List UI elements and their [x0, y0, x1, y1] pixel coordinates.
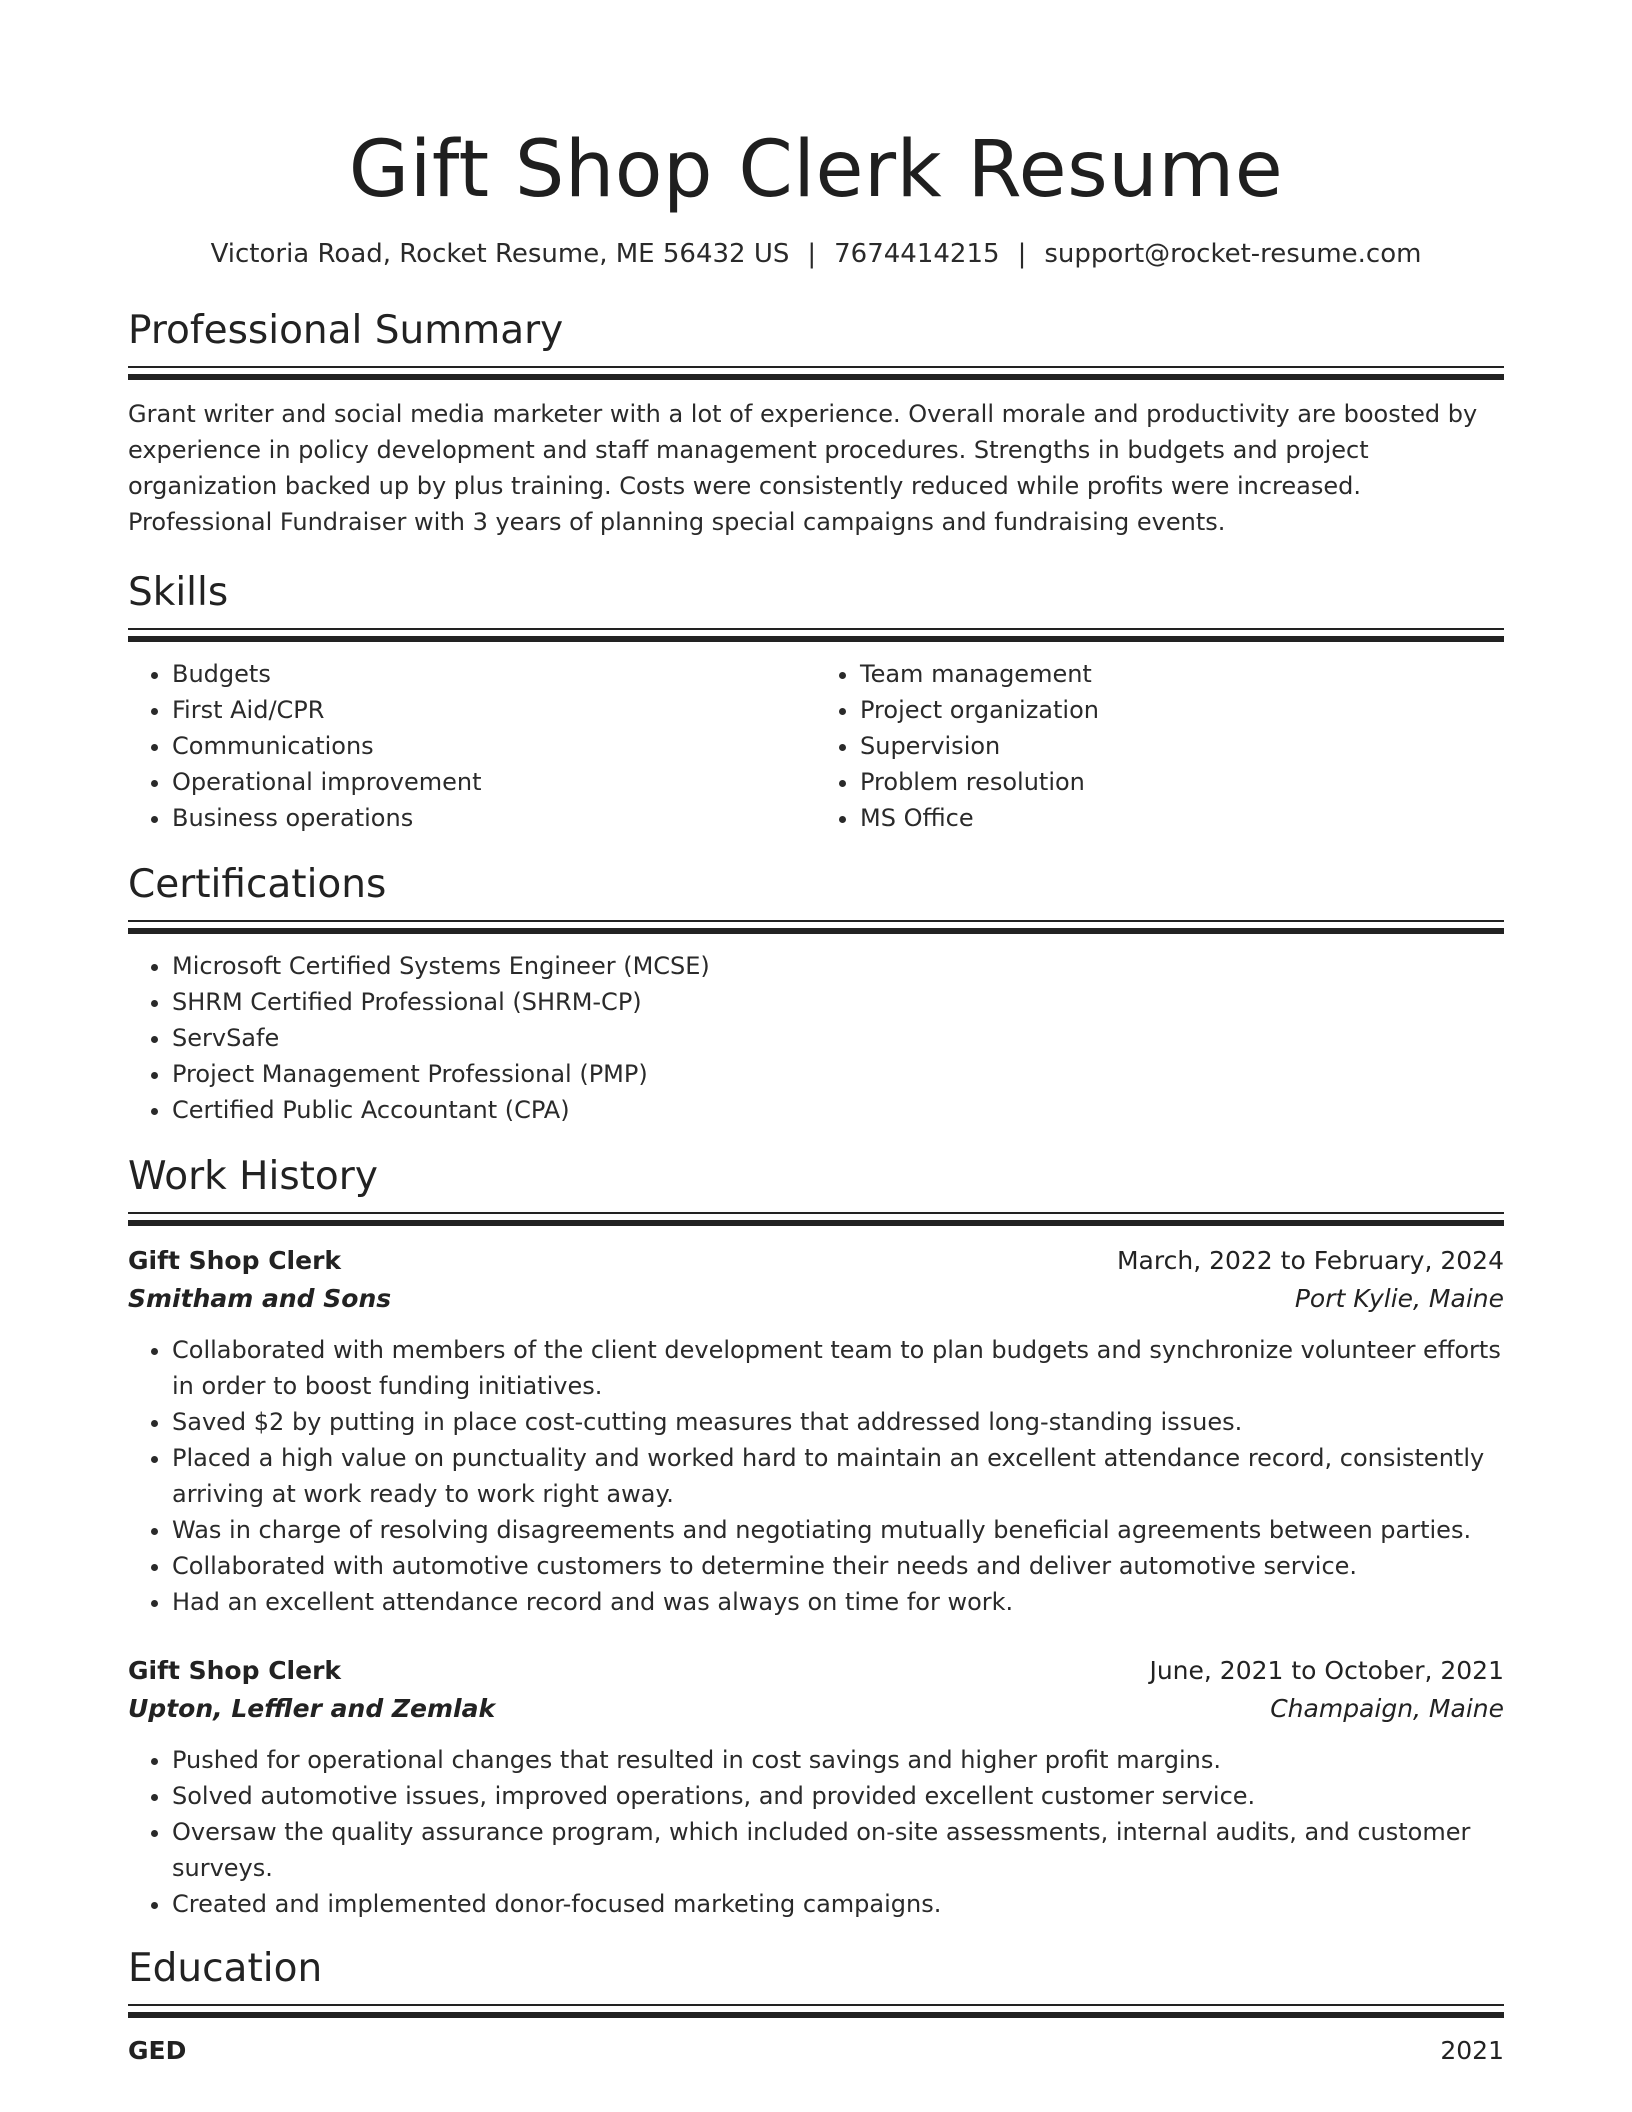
- contact-separator: |: [807, 239, 817, 269]
- summary-section: [128, 306, 1504, 540]
- education-heading: Education: [128, 1946, 323, 1991]
- job-bullet: • Saved $2 by putting in place cost-cutting measures that addressed long-standing issues.: [172, 1404, 1504, 1440]
- job-bullet: • Oversaw the quality assurance program, which included on-site assessments, internal audits, and customer surveys.: [172, 1814, 1504, 1886]
- job-subheader-row: [128, 1280, 1504, 1318]
- job-company: Smitham and Sons: [128, 1284, 392, 1313]
- contact-separator: |: [1017, 239, 1027, 269]
- certification-item: • Microsoft Certified Systems Engineer (MCSE): [172, 948, 1504, 984]
- certifications-list: [128, 948, 1504, 1128]
- job-bullets: [128, 1332, 1504, 1620]
- summary-heading: Professional Summary: [128, 308, 564, 353]
- education-row: [128, 2032, 1504, 2070]
- section-divider: [128, 2004, 1504, 2018]
- job-bullet: • Was in charge of resolving disagreements and negotiating mutually beneficial agreements between parties.: [172, 1512, 1504, 1548]
- skill-item: • Problem resolution: [860, 764, 1504, 800]
- job-title: Gift Shop Clerk: [128, 1246, 342, 1275]
- job-subheader-row: [128, 1690, 1504, 1728]
- job-header-row: [128, 1652, 1504, 1690]
- job-bullet: • Created and implemented donor-focused marketing campaigns.: [172, 1886, 1504, 1922]
- skills-section: [128, 568, 1504, 836]
- skills-list-left: [128, 656, 816, 836]
- work-section: [128, 1152, 1504, 1922]
- certification-item: • Certified Public Accountant (CPA): [172, 1092, 1504, 1128]
- job-entry: [128, 1242, 1504, 1620]
- work-heading: Work History: [128, 1154, 378, 1199]
- resume-page: [128, 0, 1504, 2070]
- skills-list-right: [816, 656, 1504, 836]
- contact-email: support@rocket-resume.com: [1044, 239, 1422, 269]
- job-entry: [128, 1652, 1504, 1922]
- job-title: Gift Shop Clerk: [128, 1656, 342, 1685]
- contact-address: Victoria Road, Rocket Resume, ME 56432 US: [210, 239, 790, 269]
- job-company: Upton, Leffler and Zemlak: [128, 1694, 496, 1723]
- job-dates: March, 2022 to February, 2024: [1116, 1246, 1504, 1275]
- certifications-heading: Certifications: [128, 862, 387, 907]
- contact-line: [128, 236, 1504, 272]
- skill-item: • First Aid/CPR: [172, 692, 816, 728]
- section-divider: [128, 920, 1504, 934]
- education-year: 2021: [1440, 2036, 1504, 2065]
- section-divider: [128, 628, 1504, 642]
- job-bullet: • Placed a high value on punctuality and worked hard to maintain an excellent attendance record, consistently arriving at work ready to work right away.: [172, 1440, 1504, 1512]
- certification-item: • Project Management Professional (PMP): [172, 1056, 1504, 1092]
- skill-item: • Operational improvement: [172, 764, 816, 800]
- education-section: [128, 1944, 1504, 2070]
- certification-item: • SHRM Certified Professional (SHRM-CP): [172, 984, 1504, 1020]
- skills-heading: Skills: [128, 570, 229, 615]
- job-bullet: • Solved automotive issues, improved operations, and provided excellent customer service.: [172, 1778, 1504, 1814]
- job-bullet: • Pushed for operational changes that resulted in cost savings and higher profit margins.: [172, 1742, 1504, 1778]
- section-divider: [128, 366, 1504, 380]
- certifications-section: [128, 860, 1504, 1128]
- skill-item: • Project organization: [860, 692, 1504, 728]
- skill-item: • MS Office: [860, 800, 1504, 836]
- certification-item: • ServSafe: [172, 1020, 1504, 1056]
- contact-phone: 7674414215: [834, 239, 1000, 269]
- resume-title: Gift Shop Clerk Resume: [348, 125, 1284, 215]
- job-dates: June, 2021 to October, 2021: [1149, 1656, 1504, 1685]
- job-bullet: • Collaborated with automotive customers to determine their needs and deliver automotive service.: [172, 1548, 1504, 1584]
- job-location: Champaign, Maine: [1270, 1694, 1504, 1723]
- job-bullet: • Collaborated with members of the client development team to plan budgets and synchronize volunteer efforts in order to boost funding initiatives.: [172, 1332, 1504, 1404]
- job-bullets: [128, 1742, 1504, 1922]
- skill-item: • Budgets: [172, 656, 816, 692]
- education-degree: GED: [128, 2036, 187, 2065]
- skills-columns: [128, 656, 1504, 836]
- job-header-row: [128, 1242, 1504, 1280]
- skill-item: • Communications: [172, 728, 816, 764]
- summary-text: Grant writer and social media marketer with a lot of experience. Overall morale and productivity are boosted by experience in policy development and staff management procedures. Strengths in budgets and project organization backed up by plus training. Costs were consistently reduced while profits were increased. Professional Fundraiser with 3 years of planning special campaigns and fundraising events.: [128, 400, 1478, 536]
- skill-item: • Supervision: [860, 728, 1504, 764]
- skill-item: • Team management: [860, 656, 1504, 692]
- section-divider: [128, 1212, 1504, 1226]
- job-location: Port Kylie, Maine: [1294, 1284, 1504, 1313]
- job-bullet: • Had an excellent attendance record and was always on time for work.: [172, 1584, 1504, 1620]
- skill-item: • Business operations: [172, 800, 816, 836]
